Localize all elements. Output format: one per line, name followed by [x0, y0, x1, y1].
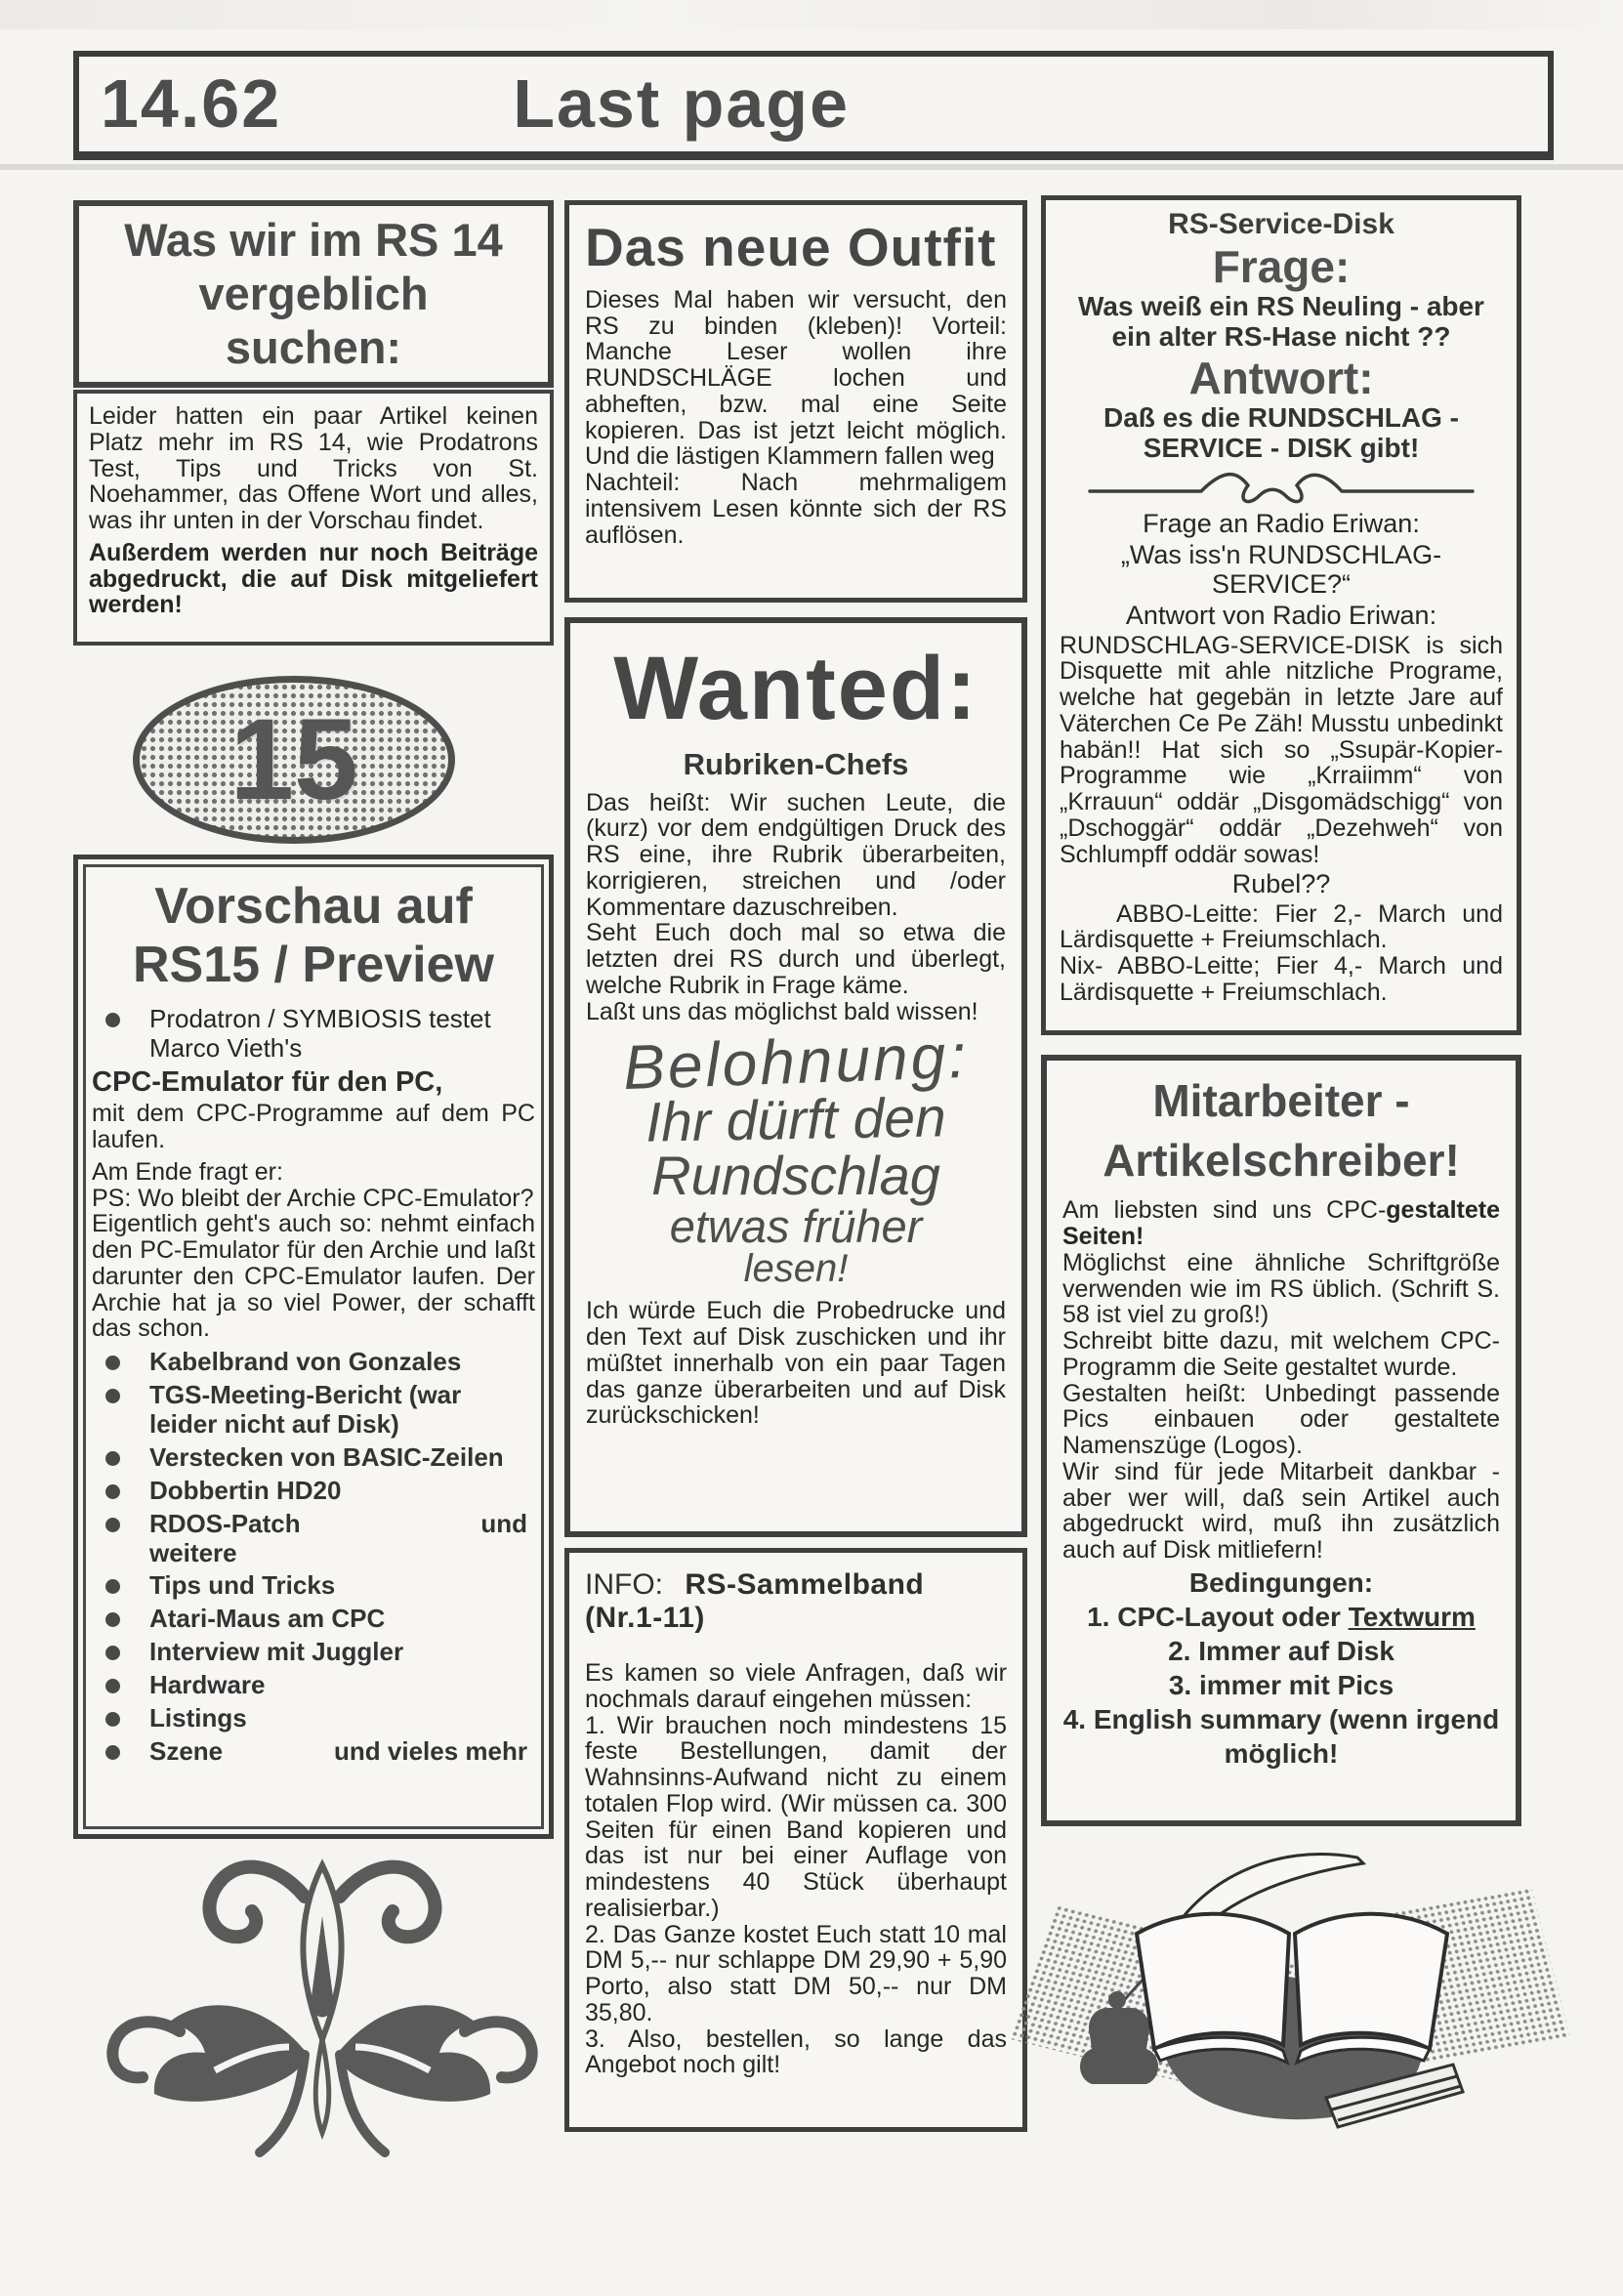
search-box-title	[73, 200, 554, 388]
list-item	[98, 1571, 535, 1601]
bullet-icon	[105, 1745, 120, 1760]
list-item-label: Listings	[149, 1702, 247, 1732]
issue-15-badge-icon	[133, 676, 455, 844]
search-box-title-line1: Was wir im RS 14	[124, 214, 503, 266]
search-box-paragraph2: Außerdem werden nur noch Beiträge abgedruckt, die auf Disk mitgeliefert werden!	[89, 538, 538, 619]
scan-artifact-line	[0, 164, 1623, 170]
bullet-icon	[105, 1451, 120, 1466]
service-a2-intro: Antwort von Radio Eriwan:	[1125, 601, 1437, 631]
preview-title-line2: RS15 / Preview	[133, 937, 494, 994]
list-item-label: TGS-Meeting-Bericht (war leider nicht auf Disk)	[149, 1380, 462, 1439]
service-a2-body: RUNDSCHLAG-SERVICE-DISK is sich Disquette mit ahle nitzliche Programe, welche hat gegebän in letzte Jare auf Väterchen Ce Pe Zäh! Musstu unbedinkt habän!! Hat sich so „Ssupär-Kopier-Programme wie „Krraiimm“ von „Krrauun“ oddär „Disgomädschigg“ von „Dschoggär“ oddär „Dezehweh“ von Schlumpff oddär sowas!	[1060, 631, 1503, 868]
outfit-paragraph1: Dieses Mal haben wir versucht, den RS zu binden (kleben)! Vorteil: Manche Leser wollen ihre RUNDSCHLÄGE lochen und abheften, bzw. mal eine Seite kopieren. Das ist jetzt leicht möglich. Und die lästigen Klammern fallen weg	[585, 285, 1007, 471]
list-item	[98, 1605, 535, 1634]
wanted-paragraph3: Laßt uns das möglichst bald wissen!	[586, 997, 978, 1025]
reward-line4: etwas früher	[669, 1200, 923, 1253]
list-item-right-text: und vieles mehr	[334, 1735, 527, 1766]
list-item-label: Dobbertin HD20	[149, 1475, 342, 1505]
list-item	[98, 1510, 535, 1568]
info-title-label: INFO:	[585, 1568, 663, 1601]
search-box-paragraph1: Leider hatten ein paar Artikel keinen Platz mehr im RS 14, wie Prodatrons Test, Tips und Tricks von St. Noehammer, das Offene Wort und alles, was ihr unten in der Vorschau findet.	[89, 402, 538, 534]
list-item-label: Tips und Tricks	[149, 1570, 336, 1601]
list-item-text: Szene	[149, 1735, 224, 1766]
list-item-label: Atari-Maus am CPC	[149, 1604, 386, 1634]
bullet-icon	[105, 1646, 120, 1660]
reward-line5: lesen!	[743, 1247, 849, 1291]
list-item	[98, 1737, 535, 1767]
mitarbeiter-paragraph1-normal: Am liebsten sind uns CPC-	[1062, 1196, 1387, 1225]
list-item	[98, 1704, 535, 1733]
service-q2-intro: Frage an Radio Eriwan:	[1143, 508, 1420, 538]
service-antwort-label: Antwort:	[1188, 352, 1374, 403]
info-title-text: RS-Sammelband (Nr.1-11)	[585, 1568, 925, 1634]
service-disk-box	[1041, 195, 1521, 1035]
info-paragraph3: 2. Das Ganze kostet Euch statt 10 mal DM 5,-- nur schlappe DM 29,90 + 5,90 Porto, also statt DM 50,-- nur DM 35,80.	[585, 1920, 1007, 2026]
info-paragraph4: 3. Also, bestellen, so lange das Angebot noch gilt!	[585, 2025, 1007, 2079]
list-item	[98, 1348, 535, 1377]
mitarbeiter-box	[1041, 1055, 1521, 1826]
info-paragraph1: Es kamen so viele Anfragen, daß wir nochmals darauf eingehen müssen:	[585, 1659, 1007, 1713]
list-item-cont-text: weitere	[149, 1537, 237, 1567]
service-kicker: RS-Service-Disk	[1168, 208, 1394, 240]
list-item-text: RDOS-Patch	[149, 1508, 301, 1538]
reward-line2: Ihr dürft den	[645, 1086, 947, 1155]
page-number: 14.62	[101, 65, 282, 142]
list-item-right-text: und	[480, 1508, 527, 1538]
condition-3: 3. immer mit Pics	[1168, 1669, 1394, 1700]
reward-script-block	[586, 1021, 1006, 1291]
service-price1: ABBO-Leitte: Fier 2,- March und Lärdisquette + Freiumschlach.	[1060, 899, 1503, 954]
mitarbeiter-paragraph1-bold: gestaltete Seiten!	[1062, 1196, 1500, 1251]
mitarbeiter-paragraph5: Wir sind für jede Mitarbeit dankbar - aber wer will, daß sein Artikel auch abgedruckt wird, muß ihn zusätzlich auch auf Disk mitliefern!	[1062, 1457, 1500, 1565]
list-item	[98, 1005, 535, 1064]
reward-line3: Rundschlag	[651, 1145, 940, 1207]
bullet-icon	[105, 1518, 120, 1532]
mitarbeiter-title-line2: Artikelschreiber!	[1103, 1135, 1460, 1187]
outfit-paragraph2: Nachteil: Nach mehrmaligem intensivem Lesen könnte sich der RS auflösen.	[585, 469, 1007, 549]
bullet-icon	[105, 1013, 120, 1027]
conditions-title: Bedingungen:	[1188, 1566, 1374, 1598]
service-price-intro: Rubel??	[1231, 869, 1331, 899]
bullet-icon	[105, 1356, 120, 1370]
list-item-label: Prodatron / SYMBIOSIS testet Marco Vieth's	[149, 1003, 491, 1063]
bullet-icon	[105, 1484, 120, 1499]
floral-ornament-icon	[98, 1841, 547, 2183]
list-item-label: Kabelbrand von Gonzales	[149, 1347, 462, 1377]
bullet-icon	[105, 1612, 120, 1627]
outfit-title: Das neue Outfit	[585, 217, 997, 277]
reward-line1: Belohnung:	[621, 1021, 971, 1104]
condition-2: 2. Immer auf Disk	[1168, 1635, 1394, 1666]
service-answer: Daß es die RUNDSCHLAG - SERVICE - DISK gibt!	[1103, 402, 1460, 463]
service-question: Was weiß ein RS Neuling - aber ein alter RS-Hase nicht ??	[1078, 291, 1484, 353]
mitarbeiter-paragraph4: Gestalten heißt: Unbedingt passende Pics einbauen oder gestaltete Namenszüge (Logos).	[1062, 1379, 1500, 1460]
list-item-label: Hardware	[149, 1670, 266, 1700]
list-item	[98, 1638, 535, 1667]
condition-1-text: 1. CPC-Layout oder	[1087, 1601, 1349, 1632]
bullet-icon	[105, 1712, 120, 1727]
bullet-icon	[105, 1579, 120, 1594]
list-item-label	[149, 1510, 535, 1568]
preview-paragraph: Eigentlich geht's auch so: nehmt einfach den PC-Emulator für den Archie und laßt darunter den CPC-Emulator laufen. Der Archie hat ja so viel Power, der schafft das schon.	[92, 1210, 535, 1343]
wanted-paragraph2: Seht Euch doch mal so etwa die letzten drei RS durch und überlegt, welche Rubrik in Frage käme.	[586, 919, 1006, 999]
list-item	[98, 1381, 535, 1440]
outfit-box	[564, 200, 1027, 603]
list-item	[98, 1443, 535, 1473]
list-item-label: Interview mit Juggler	[149, 1637, 404, 1667]
condition-1	[1062, 1600, 1500, 1634]
list-item	[98, 1671, 535, 1700]
page-title: Last page	[513, 65, 851, 142]
wanted-box	[564, 617, 1027, 1537]
list-item-label: Verstecken von BASIC-Zeilen	[149, 1441, 504, 1472]
preview-title-line1: Vorschau auf	[154, 878, 473, 935]
page-header	[73, 51, 1554, 160]
bullet-icon	[105, 1679, 120, 1693]
search-box-title-line2: vergeblich	[198, 267, 429, 319]
book-quill-illustration	[1033, 1836, 1551, 2188]
search-box-body	[73, 390, 554, 646]
condition-1-underlined: Textwurm	[1348, 1601, 1476, 1632]
preview-line-am-ende: Am Ende fragt er:	[92, 1157, 283, 1186]
info-paragraph2: 1. Wir brauchen noch mindestens 15 feste Bestellungen, damit der Wahnsinns-Aufwand nicht zu einem totalen Flop wird. (Wir müssen ca. 300 Seiten für einen Band kopieren und das ist nur bei einer Auflage von mindestens 40 Stück überhaupt realisierbar.)	[585, 1711, 1007, 1922]
open-book-quill-icon	[1033, 1836, 1551, 2188]
preview-line-ps: PS: Wo bleibt der Archie CPC-Emulator?	[92, 1184, 534, 1212]
service-price2: Nix- ABBO-Leitte; Fier 4,- March und Lärdisquette + Freiumschlach.	[1060, 952, 1503, 1006]
wanted-title: Wanted:	[613, 639, 978, 738]
list-item-label	[149, 1737, 535, 1767]
mitarbeiter-title-line1: Mitarbeiter -	[1152, 1075, 1410, 1126]
preview-box	[73, 855, 554, 1839]
issue-number: 15	[229, 695, 358, 824]
mitarbeiter-paragraph3: Schreibt bitte dazu, mit welchem CPC-Programm die Seite gestaltet wurde.	[1062, 1327, 1500, 1381]
wanted-paragraph4: Ich würde Euch die Probedrucke und den Text auf Disk zuschicken und ihr müßtet innerhalb von ein paar Tagen das ganze überarbeiten und auf Disk zurückschicken!	[586, 1297, 1006, 1430]
service-q2: „Was iss'n RUNDSCHLAG-SERVICE?“	[1120, 540, 1442, 600]
info-box	[564, 1548, 1027, 2132]
preview-emulator-heading: CPC-Emulator für den PC,	[92, 1066, 443, 1099]
mitarbeiter-paragraph1	[1062, 1197, 1500, 1250]
search-box-title-line3: suchen:	[225, 320, 402, 373]
list-item	[98, 1477, 535, 1506]
mitarbeiter-paragraph2: Möglichst eine ähnliche Schriftgröße verwenden wie im RS üblich. (Schrift S. 58 ist viel zu groß!)	[1062, 1248, 1500, 1329]
bullet-icon	[105, 1389, 120, 1403]
calligraphic-swirl-icon	[1086, 466, 1477, 507]
preview-emulator-text: mit dem CPC-Programme auf dem PC laufen.	[92, 1100, 535, 1154]
wanted-paragraph1: Das heißt: Wir suchen Leute, die (kurz) vor dem endgültigen Druck des RS eine, ihre Rubrik überarbeiten, korrigieren, streichen und /oder Kommentare dazuschreiben.	[586, 788, 1006, 921]
info-title	[585, 1568, 1007, 1635]
service-frage-label: Frage:	[1212, 241, 1351, 292]
condition-4: 4. English summary (wenn irgend möglich!	[1062, 1703, 1500, 1769]
wanted-subtitle: Rubriken-Chefs	[683, 746, 909, 781]
